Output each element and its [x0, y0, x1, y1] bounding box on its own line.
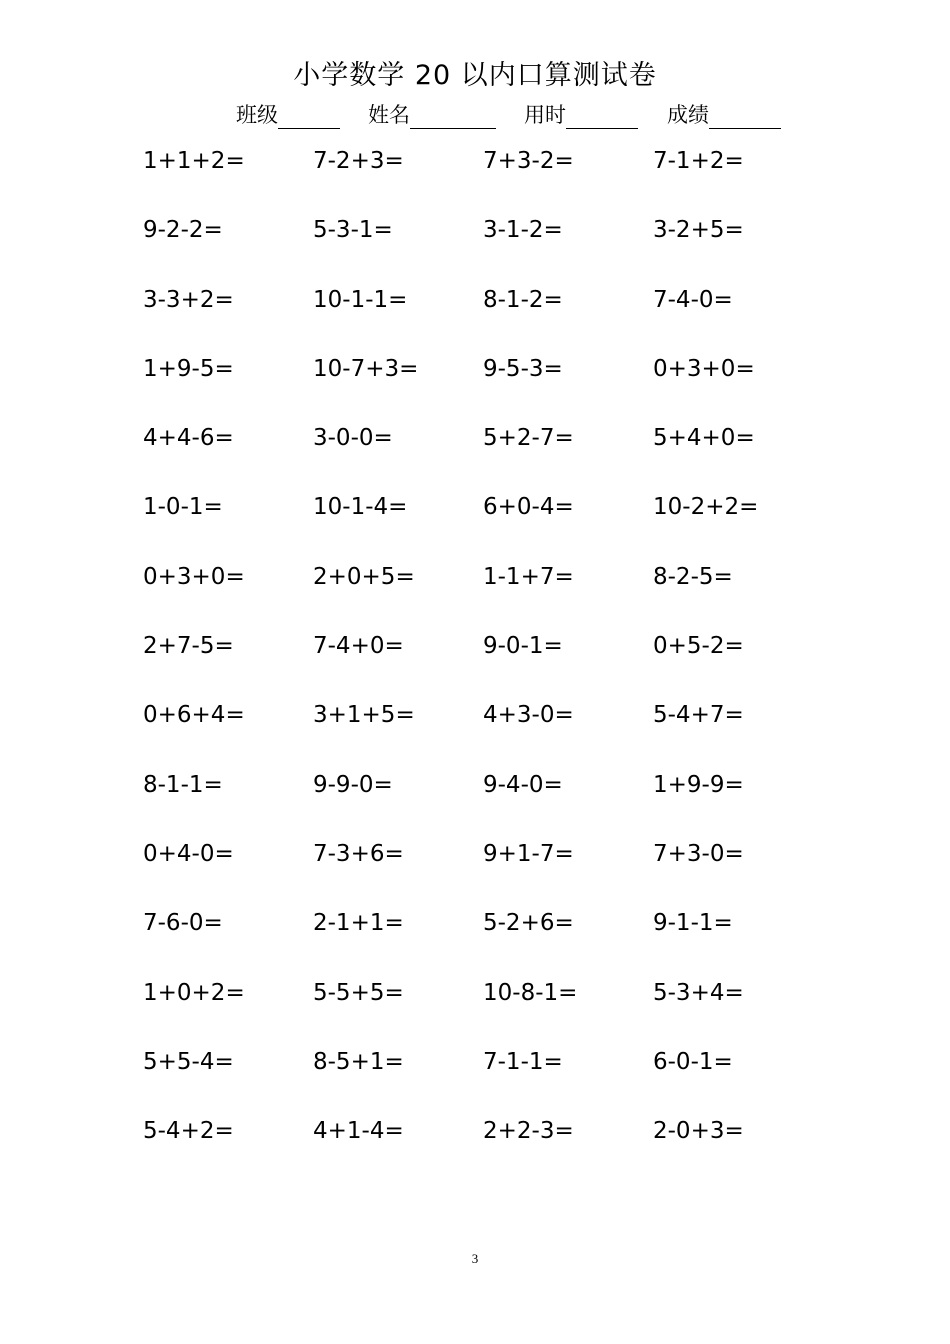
problem: 1-0-1=	[143, 494, 223, 521]
problem: 2-0+3=	[653, 1118, 744, 1145]
problem: 0+4-0=	[143, 840, 234, 867]
problem: 10-7+3=	[313, 355, 419, 382]
problem: 8-1-2=	[483, 286, 563, 313]
problem: 5-4+7=	[653, 702, 744, 729]
problem: 8-5+1=	[313, 1048, 404, 1075]
problem: 9-0-1=	[483, 633, 563, 660]
problem: 7-2+3=	[313, 148, 404, 174]
problem: 2+7-5=	[143, 633, 234, 660]
name-blank[interactable]	[410, 98, 496, 129]
problem: 2+2-3=	[483, 1118, 574, 1145]
problem: 0+6+4=	[143, 702, 245, 729]
problem: 4+1-4=	[313, 1118, 404, 1145]
problem: 5-5+5=	[313, 979, 404, 1006]
problem: 9-2-2=	[143, 217, 223, 244]
problem: 5-3-1=	[313, 217, 393, 244]
problem: 10-2+2=	[653, 494, 759, 521]
name-label: 姓名	[368, 103, 410, 127]
problem: 9-9-0=	[313, 771, 393, 798]
score-label: 成绩	[667, 103, 709, 127]
problem: 3+1+5=	[313, 702, 415, 729]
class-field	[236, 98, 340, 134]
problem: 1+9-5=	[143, 355, 234, 382]
time-label: 用时	[524, 103, 566, 127]
time-blank[interactable]	[566, 98, 638, 129]
problem: 10-1-4=	[313, 494, 408, 521]
problem: 5+5-4=	[143, 1048, 234, 1075]
problem: 9-5-3=	[483, 355, 563, 382]
problem: 0+5-2=	[653, 633, 744, 660]
problem: 1+9-9=	[653, 771, 744, 798]
problem: 3-0-0=	[313, 425, 393, 452]
class-blank[interactable]	[278, 98, 340, 129]
problem: 8-1-1=	[143, 771, 223, 798]
problem: 5-3+4=	[653, 979, 744, 1006]
problem: 0+3+0=	[653, 355, 755, 382]
problem: 5-2+6=	[483, 910, 574, 937]
page-number: 3	[471, 1251, 479, 1266]
problem: 5+2-7=	[483, 425, 574, 452]
problem: 3-2+5=	[653, 217, 744, 244]
problem: 4+3-0=	[483, 702, 574, 729]
class-label: 班级	[236, 103, 278, 127]
problem: 1-1+7=	[483, 563, 574, 590]
problem: 7-6-0=	[143, 910, 223, 937]
problem: 8-2-5=	[653, 563, 733, 590]
problem: 7-3+6=	[313, 840, 404, 867]
problem: 6+0-4=	[483, 494, 574, 521]
problem: 6-0-1=	[653, 1048, 733, 1075]
problem: 0+3+0=	[143, 563, 245, 590]
name-field	[368, 98, 496, 134]
problem: 7-1-1=	[483, 1048, 563, 1075]
problem: 2+0+5=	[313, 563, 415, 590]
student-info-row	[0, 98, 950, 134]
problem: 7+3-2=	[483, 148, 574, 174]
problem: 7-4+0=	[313, 633, 404, 660]
problem: 3-1-2=	[483, 217, 563, 244]
problem: 10-8-1=	[483, 979, 578, 1006]
problem: 9-4-0=	[483, 771, 563, 798]
problem: 2-1+1=	[313, 910, 404, 937]
problem: 7-1+2=	[653, 148, 744, 174]
problem: 1+1+2=	[143, 148, 245, 174]
problem: 9-1-1=	[653, 910, 733, 937]
score-blank[interactable]	[709, 98, 781, 129]
problem: 9+1-7=	[483, 840, 574, 867]
problem: 5-4+2=	[143, 1118, 234, 1145]
worksheet-title: 小学数学 20 以内口算测试卷	[293, 60, 657, 91]
problem: 10-1-1=	[313, 286, 408, 313]
problem: 7+3-0=	[653, 840, 744, 867]
problem: 5+4+0=	[653, 425, 755, 452]
score-field	[667, 98, 781, 134]
problem: 3-3+2=	[143, 286, 234, 313]
problem: 1+0+2=	[143, 979, 245, 1006]
problem: 7-4-0=	[653, 286, 733, 313]
time-field	[524, 98, 638, 134]
problem: 4+4-6=	[143, 425, 234, 452]
